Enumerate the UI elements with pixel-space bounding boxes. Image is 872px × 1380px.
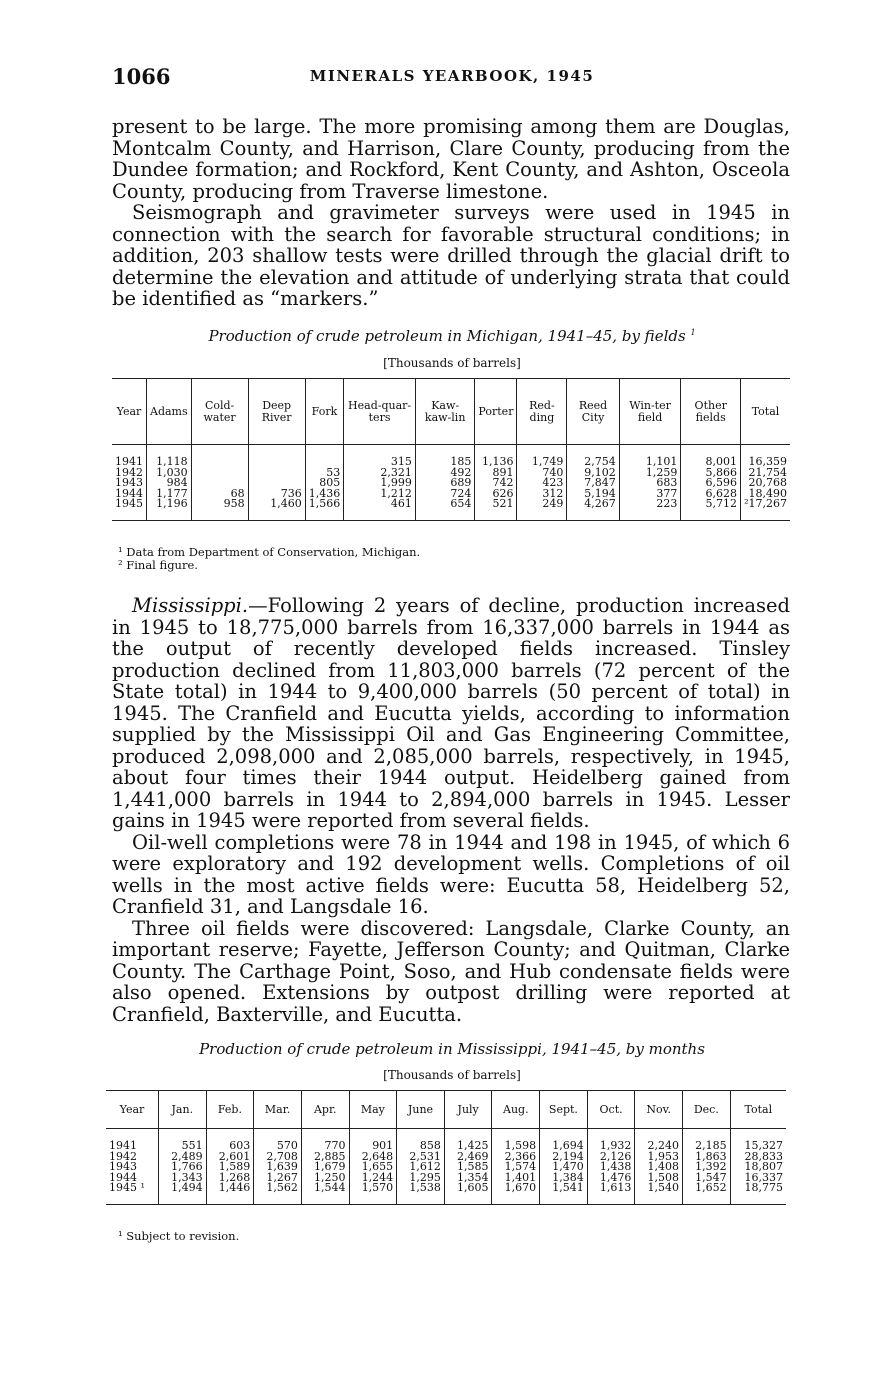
- table-cell: 1,679: [301, 1162, 349, 1173]
- table-cell: 223: [619, 499, 681, 520]
- table-cell: 5,712: [681, 499, 741, 520]
- table-caption: Production of crude petroleum in Mississippi, 1941–45, by months: [199, 1040, 705, 1058]
- mississippi-text: [112, 595, 790, 1025]
- table-cell: 6,596: [681, 478, 741, 489]
- table-cell: 603: [206, 1129, 254, 1152]
- table-cell: 1,267: [254, 1173, 302, 1184]
- row-year: 1943: [115, 476, 143, 489]
- table-cell: 9,102: [567, 468, 619, 479]
- table-cell: 1,494: [158, 1183, 206, 1204]
- table-cell: 1,244: [349, 1173, 397, 1184]
- table-cell: 858: [397, 1129, 445, 1152]
- table-cell: 1,598: [492, 1129, 540, 1152]
- column-header: Fork: [305, 379, 344, 445]
- table-cell: 570: [254, 1129, 302, 1152]
- column-header: July: [444, 1091, 492, 1129]
- table-cell: 315: [344, 445, 416, 468]
- table-cell: 1,766: [158, 1162, 206, 1173]
- paragraph: [112, 595, 790, 832]
- table-unit: [Thousands of barrels]: [383, 356, 521, 370]
- column-header: Kaw-kaw-lin: [415, 379, 475, 445]
- footnote: ¹ Subject to revision.: [118, 1229, 240, 1243]
- table-cell: 423: [517, 478, 567, 489]
- column-header: Mar.: [254, 1091, 302, 1129]
- paragraph: present to be large. The more promising among them are Douglas, Montcalm County, and Harrison, Clare County, producing from the Dundee formation; and Rockford, Kent County, and Ashton, Osceola County, producing from Traverse limestone.: [112, 115, 790, 203]
- row-year: 1944: [109, 1170, 137, 1184]
- table-cell: 312: [517, 489, 567, 500]
- caption-text: Production of crude petroleum in Michigan, 1941–45, by fields: [208, 327, 686, 345]
- table-cell: 2,194: [540, 1152, 588, 1163]
- table-cell: 1,585: [444, 1162, 492, 1173]
- table-cell: 1,250: [301, 1173, 349, 1184]
- table-cell: 1,212: [344, 489, 416, 500]
- table-cell: 8,001: [681, 445, 741, 468]
- table-cell: 740: [517, 468, 567, 479]
- table-cell: 1,343: [158, 1173, 206, 1184]
- table-cell: 1,476: [587, 1173, 635, 1184]
- column-header: Aug.: [492, 1091, 540, 1129]
- column-header: Feb.: [206, 1091, 254, 1129]
- table-cell: 15,327: [730, 1129, 786, 1152]
- table-cell: 958: [191, 499, 248, 520]
- mississippi-months-table: [106, 1090, 786, 1205]
- table-cell: 984: [147, 478, 192, 489]
- table-cell: 461: [344, 499, 416, 520]
- paragraph: Three oil fields were discovered: Langsdale, Clarke County, an important reserve; Fayette, Jefferson County; and Quitman, Clarke County. The Carthage Point, Soso, and Hub condensate fields were also opened. Extensions by outpost drilling were reported at Cranfield, Baxterville, and Eucutta.: [112, 916, 790, 1026]
- table-cell: 492: [415, 468, 475, 479]
- table-cell: 18,775: [730, 1183, 786, 1204]
- row-year: 1945 ¹: [109, 1181, 145, 1194]
- table-cell: 1,547: [683, 1173, 731, 1184]
- column-header: Total: [741, 379, 790, 445]
- footnote-mark: 1: [690, 328, 696, 337]
- table-cell: 626: [475, 489, 517, 500]
- table-cell: 20,768: [741, 478, 790, 489]
- table-cell: 7,847: [567, 478, 619, 489]
- table-cell: 2,531: [397, 1152, 445, 1163]
- table-cell: 1,460: [248, 499, 305, 520]
- row-year: 1943: [109, 1160, 137, 1173]
- table-cell: 1,425: [444, 1129, 492, 1152]
- table-cell: 2,126: [587, 1152, 635, 1163]
- table-cell: [305, 445, 344, 468]
- table-cell: 805: [305, 478, 344, 489]
- table-row: [106, 1183, 786, 1204]
- table-cell: 1,953: [635, 1152, 683, 1163]
- table-cell: 1,999: [344, 478, 416, 489]
- table-cell: 53: [305, 468, 344, 479]
- page-number: 1066: [112, 64, 171, 89]
- table-cell: 377: [619, 489, 681, 500]
- column-header: Reed City: [567, 379, 619, 445]
- table-row: [106, 1129, 786, 1152]
- table-cell: 28,833: [730, 1152, 786, 1163]
- table-cell: ²17,267: [741, 499, 790, 520]
- table-cell: 18,490: [741, 489, 790, 500]
- table-cell: 1,136: [475, 445, 517, 468]
- table-cell: 2,601: [206, 1152, 254, 1163]
- table-cell: 185: [415, 445, 475, 468]
- table-cell: 1,508: [635, 1173, 683, 1184]
- table-cell: 5,194: [567, 489, 619, 500]
- table-cell: 1,408: [635, 1162, 683, 1173]
- table-cell: 1,268: [206, 1173, 254, 1184]
- table-cell: 2,240: [635, 1129, 683, 1152]
- table-cell: 1,538: [397, 1183, 445, 1204]
- column-header: Nov.: [635, 1091, 683, 1129]
- table-cell: 18,807: [730, 1162, 786, 1173]
- table-cell: 68: [191, 489, 248, 500]
- table-cell: 21,754: [741, 468, 790, 479]
- table-cell: 1,574: [492, 1162, 540, 1173]
- table-cell: 1,562: [254, 1183, 302, 1204]
- section-lead: Mississippi.: [132, 594, 249, 617]
- table-cell: 2,708: [254, 1152, 302, 1163]
- table-cell: 16,359: [741, 445, 790, 468]
- table-footnotes: [118, 1230, 239, 1243]
- table-cell: 1,470: [540, 1162, 588, 1173]
- table-row: [112, 445, 790, 468]
- column-header: Oct.: [587, 1091, 635, 1129]
- table-row: [106, 1162, 786, 1173]
- table-cell: 1,932: [587, 1129, 635, 1152]
- table-cell: 1,589: [206, 1162, 254, 1173]
- table-cell: 551: [158, 1129, 206, 1152]
- table-cell: 6,628: [681, 489, 741, 500]
- table-caption: [112, 327, 792, 345]
- footnote: ² Final figure.: [118, 557, 198, 572]
- table-unit: [Thousands of barrels]: [383, 1068, 521, 1082]
- table-footnotes: [118, 546, 420, 571]
- table-cell: 1,639: [254, 1162, 302, 1173]
- column-header: Deep River: [248, 379, 305, 445]
- table-cell: 1,177: [147, 489, 192, 500]
- table-cell: 1,392: [683, 1162, 731, 1173]
- column-header: Adams: [147, 379, 192, 445]
- page-header: [112, 64, 792, 90]
- column-header: Dec.: [683, 1091, 731, 1129]
- table-cell: [248, 468, 305, 479]
- table-cell: 1,749: [517, 445, 567, 468]
- table-cell: 891: [475, 468, 517, 479]
- row-year: 1942: [109, 1149, 137, 1163]
- table-cell: 1,541: [540, 1183, 588, 1204]
- table-cell: 1,438: [587, 1162, 635, 1173]
- row-year: 1942: [115, 465, 143, 479]
- table-cell: 16,337: [730, 1173, 786, 1184]
- column-header: June: [397, 1091, 445, 1129]
- michigan-fields-table: [112, 378, 790, 521]
- table-cell: 2,489: [158, 1152, 206, 1163]
- table-cell: 249: [517, 499, 567, 520]
- table-cell: 2,469: [444, 1152, 492, 1163]
- intro-text: [112, 116, 790, 310]
- table-cell: 1,295: [397, 1173, 445, 1184]
- table-cell: 770: [301, 1129, 349, 1152]
- table-cell: [248, 445, 305, 468]
- table-cell: 1,030: [147, 468, 192, 479]
- table-cell: 4,267: [567, 499, 619, 520]
- table-row: [112, 499, 790, 520]
- row-year: 1941: [109, 1139, 137, 1152]
- column-header: Year: [112, 379, 147, 445]
- table-cell: 2,321: [344, 468, 416, 479]
- table-cell: 1,544: [301, 1183, 349, 1204]
- row-year: 1945: [115, 497, 143, 510]
- table-cell: 2,648: [349, 1152, 397, 1163]
- table-cell: 1,354: [444, 1173, 492, 1184]
- table-cell: 683: [619, 478, 681, 489]
- table-cell: 1,259: [619, 468, 681, 479]
- column-header: May: [349, 1091, 397, 1129]
- table-cell: 2,754: [567, 445, 619, 468]
- table-cell: 901: [349, 1129, 397, 1152]
- column-header: Year: [106, 1091, 158, 1129]
- table-cell: 1,436: [305, 489, 344, 500]
- paragraph: Oil-well completions were 78 in 1944 and 198 in 1945, of which 6 were exploratory and 192 development wells. Completions of oil wells in the most active fields were: Eucutta 58, Heidelberg 52, Cranfield 31, and Langsdale 16.: [112, 830, 790, 918]
- table-cell: 1,863: [683, 1152, 731, 1163]
- table-cell: 1,540: [635, 1183, 683, 1204]
- table-cell: 1,446: [206, 1183, 254, 1204]
- paragraph-text: —Following 2 years of decline, production increased in 1945 to 18,775,000 barrels from 16,337,000 barrels in 1944 as the output of recently developed fields increased. Tinsley production declined from 11,803,000 barrels (72 percent of the State total) in 1944 to 9,400,000 barrels (50 percent of total) in 1945. The Cranfield and Eucutta yields, according to information supplied by the Mississippi Oil and Gas Engineering Committee, produced 2,098,000 and 2,085,000 barrels, respectively, in 1945, about four times their 1944 output. Heidelberg gained from 1,441,000 barrels in 1944 to 2,894,000 barrels in 1945. Lesser gains in 1945 were reported from several fields.: [112, 594, 790, 832]
- table-cell: 654: [415, 499, 475, 520]
- running-head: MINERALS YEARBOOK, 1945: [309, 67, 595, 85]
- column-header: Cold-water: [191, 379, 248, 445]
- table-row: [106, 1152, 786, 1163]
- row-year: 1944: [115, 486, 143, 500]
- table-cell: 1,694: [540, 1129, 588, 1152]
- column-header: Red-ding: [517, 379, 567, 445]
- table-cell: 1,670: [492, 1183, 540, 1204]
- table-cell: 1,101: [619, 445, 681, 468]
- column-header: Head-quar-ters: [344, 379, 416, 445]
- table-cell: 2,885: [301, 1152, 349, 1163]
- table-cell: 1,384: [540, 1173, 588, 1184]
- column-header: Porter: [475, 379, 517, 445]
- table-cell: 724: [415, 489, 475, 500]
- table-row: [106, 1173, 786, 1184]
- column-header: Apr.: [301, 1091, 349, 1129]
- table-cell: 1,605: [444, 1183, 492, 1204]
- table-cell: 1,655: [349, 1162, 397, 1173]
- table-cell: 1,196: [147, 499, 192, 520]
- column-header: Jan.: [158, 1091, 206, 1129]
- row-year: 1941: [115, 455, 143, 468]
- column-header: Win-ter field: [619, 379, 681, 445]
- table-cell: 2,366: [492, 1152, 540, 1163]
- table-cell: [191, 445, 248, 468]
- column-header: Sept.: [540, 1091, 588, 1129]
- table-cell: 5,866: [681, 468, 741, 479]
- column-header: Other fields: [681, 379, 741, 445]
- paragraph: Seismograph and gravimeter surveys were used in 1945 in connection with the search for favorable structural conditions; in addition, 203 shallow tests were drilled through the glacial drift to determine the elevation and attitude of underlying strata that could be identified as “markers.”: [112, 201, 790, 310]
- table-cell: 736: [248, 489, 305, 500]
- table-cell: 1,570: [349, 1183, 397, 1204]
- table-cell: 742: [475, 478, 517, 489]
- table-cell: [191, 468, 248, 479]
- table-cell: 1,118: [147, 445, 192, 468]
- table-cell: 1,566: [305, 499, 344, 520]
- table-cell: 1,612: [397, 1162, 445, 1173]
- column-header: Total: [730, 1091, 786, 1129]
- table-cell: 2,185: [683, 1129, 731, 1152]
- table-cell: 1,613: [587, 1183, 635, 1204]
- table-cell: 1,401: [492, 1173, 540, 1184]
- table-cell: 689: [415, 478, 475, 489]
- footnote: ¹ Data from Department of Conservation, Michigan.: [118, 545, 421, 559]
- table-cell: 521: [475, 499, 517, 520]
- table-cell: 1,652: [683, 1183, 731, 1204]
